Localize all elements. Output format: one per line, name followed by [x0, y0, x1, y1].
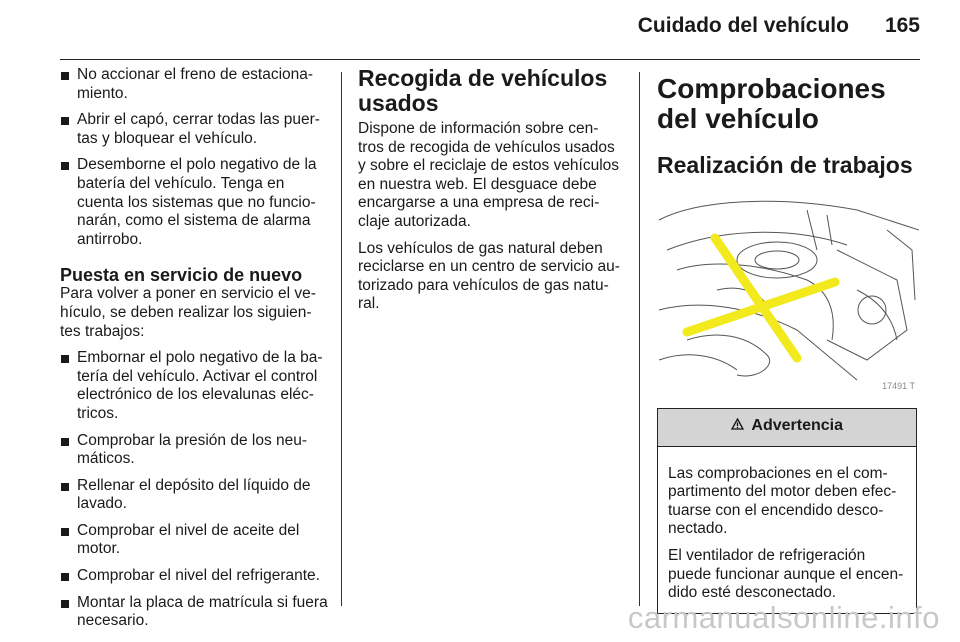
list-item: Montar la placa de matrícula si fuera necesario.	[60, 594, 328, 631]
list-item: No accionar el freno de estaciona-miento.	[60, 66, 328, 103]
warning-paragraph: Las comprobaciones en el com-partimento del motor deben efec-tuarse con el encendido desco-nectado.	[668, 464, 897, 538]
section-heading: Puesta en servicio de nuevo	[60, 265, 303, 286]
column-2	[358, 66, 624, 322]
list-item: Comprobar la presión de los neu-máticos.	[60, 432, 328, 469]
section-heading: Recogida de vehículos usados	[358, 65, 608, 116]
header-rule	[60, 59, 920, 60]
watermark: carmanualsonline.info	[627, 600, 940, 635]
page-number: 165	[884, 14, 920, 37]
subheading: Realización de trabajos	[657, 152, 913, 178]
page-header	[0, 14, 920, 38]
warning-paragraph: El ventilador de refrigeración puede funcionar aunque el encen-dido esté desconectado.	[668, 546, 904, 602]
paragraph: Los vehículos de gas natural deben reciclarse en un centro de servicio au-torizado para vehículos de gas natu-ral.	[358, 239, 620, 313]
warning-box	[657, 408, 917, 614]
chapter-heading: Comprobaciones del vehículo	[657, 73, 886, 134]
column-divider-1	[341, 72, 342, 606]
warning-triangle-icon	[731, 417, 748, 434]
list-item: Comprobar el nivel del refrigerante.	[60, 567, 328, 586]
section-title: Cuidado del vehículo	[637, 14, 849, 37]
cross-mark	[687, 238, 835, 358]
list-item: Rellenar el depósito del líquido de lavado.	[60, 477, 328, 514]
column-divider-2	[639, 72, 640, 606]
column-1	[60, 66, 328, 639]
list-item: Abrir el capó, cerrar todas las puer-tas y bloquear el vehículo.	[60, 111, 328, 148]
intro-paragraph: Para volver a poner en servicio el ve-hículo, se deben realizar los siguien-tes trabajos:	[60, 285, 316, 340]
engine-bay-illustration	[657, 190, 919, 400]
recommission-bullet-list	[60, 349, 328, 631]
list-item: Embornar el polo negativo de la ba-tería del vehículo. Activar el control electrónico de los elevalunas eléc-tricos.	[60, 349, 328, 423]
column-3	[657, 74, 919, 614]
warning-title: Advertencia	[751, 417, 844, 434]
engine-bay-drawing	[657, 190, 919, 400]
storage-bullet-list	[60, 66, 328, 249]
figure-code: 17491 T	[882, 381, 915, 392]
list-item: Comprobar el nivel de aceite del motor.	[60, 522, 328, 559]
paragraph: Dispone de información sobre cen-tros de recogida de vehículos usados y sobre el reciclaje de estos vehículos en nuestra web. El desguace debe encargarse a una empresa de reci-claje autorizada.	[358, 120, 620, 230]
warning-header	[658, 409, 916, 447]
warning-body	[658, 447, 916, 613]
list-item: Desemborne el polo negativo de la batería del vehículo. Tenga en cuenta los sistemas que no funcio-narán, como el sistema de alarma antirrobo.	[60, 156, 328, 249]
